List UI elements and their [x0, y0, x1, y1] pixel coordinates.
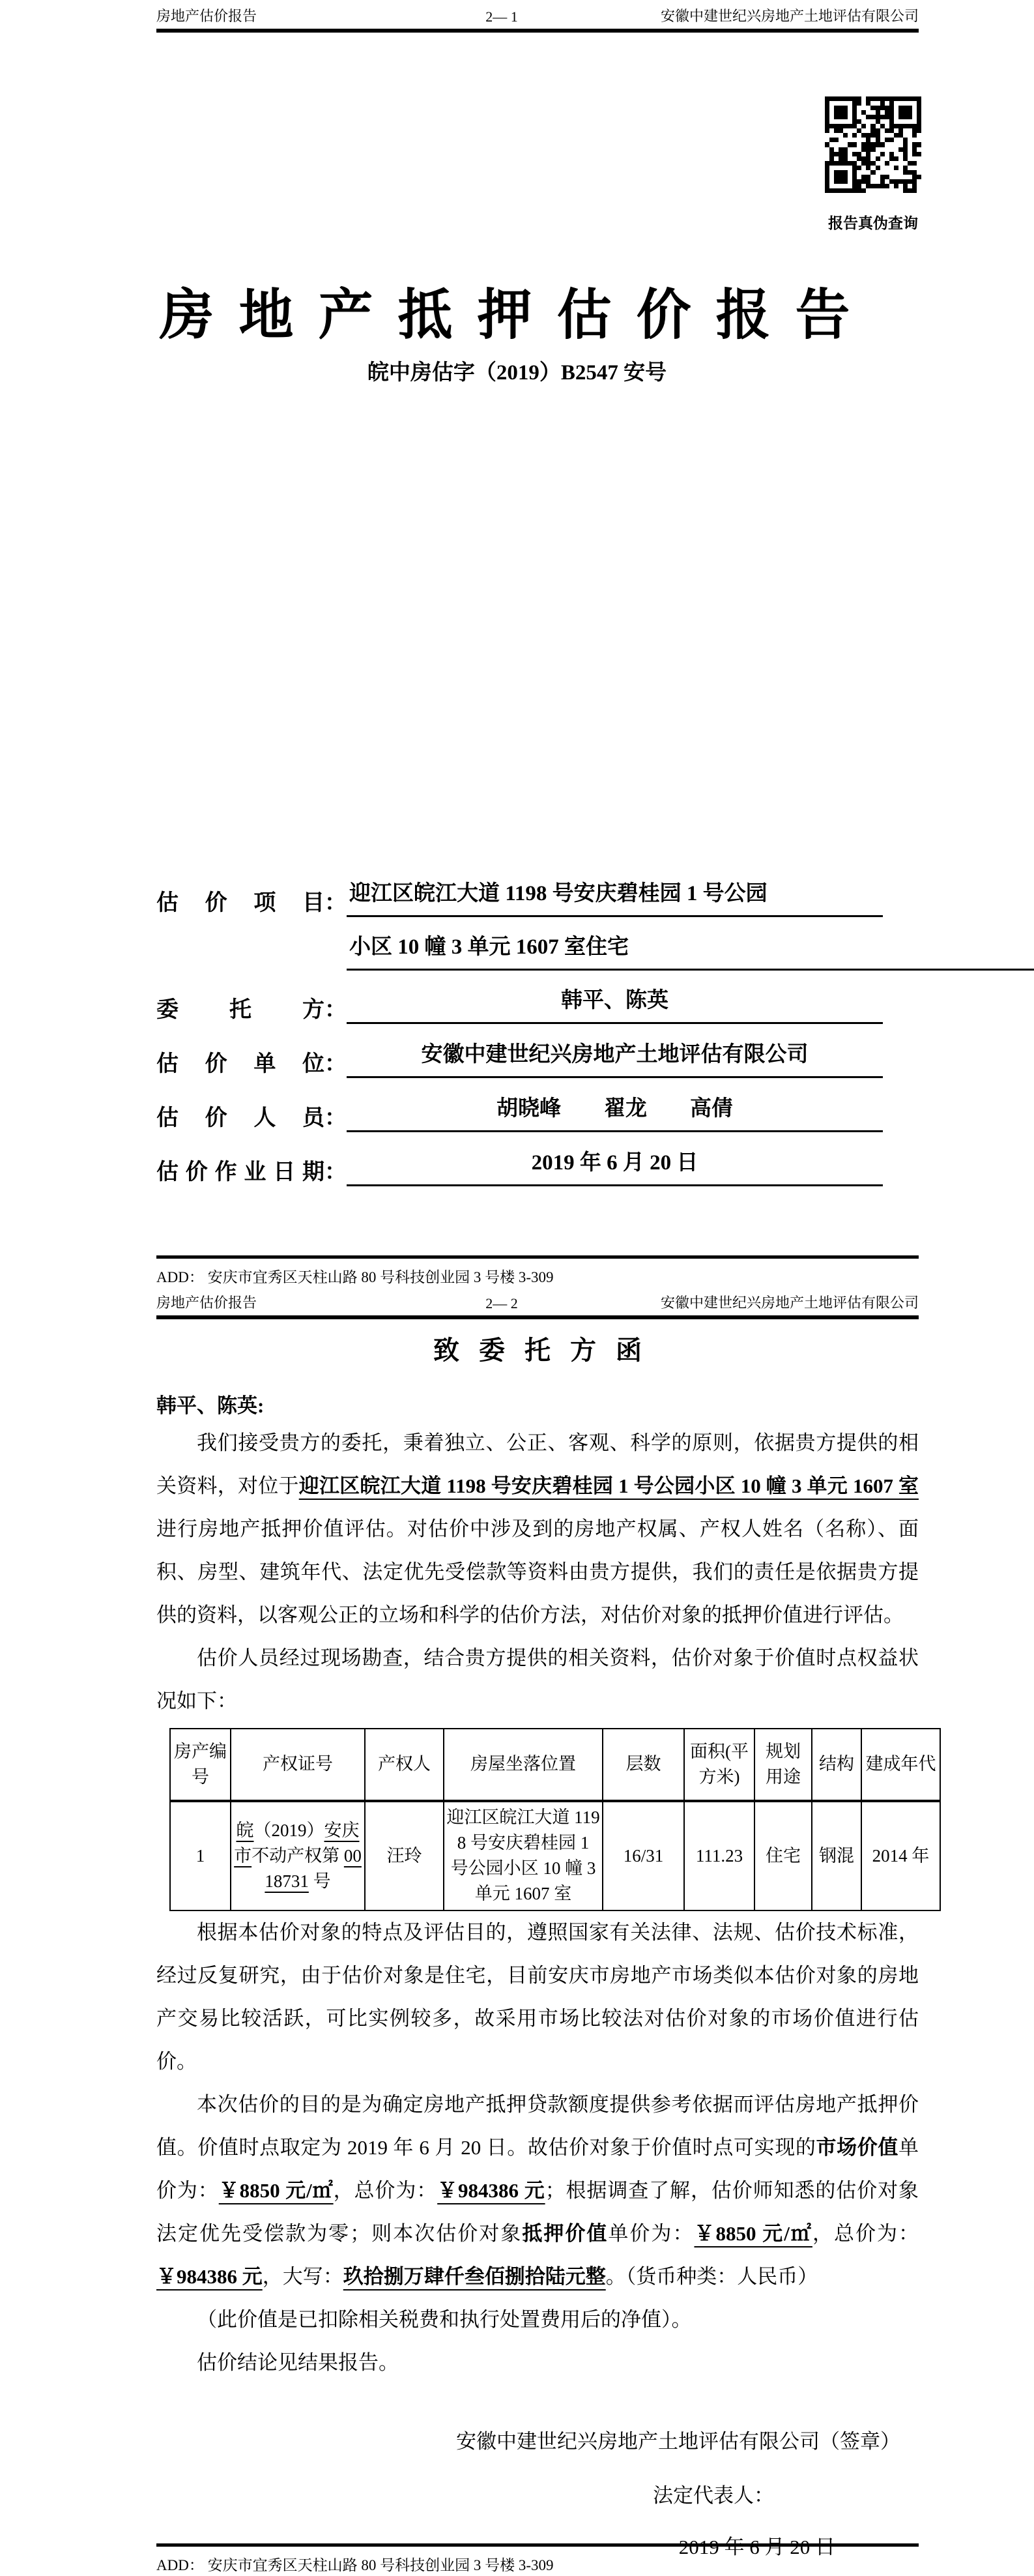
letter-page [0, 1288, 1034, 2576]
cell-floors: 16/31 [603, 1801, 684, 1910]
header-doc-type: 房地产估价报告 [156, 8, 257, 24]
cell-area: 111.23 [684, 1801, 754, 1910]
market-value-term: 市场价值 [816, 2135, 899, 2159]
qr-verification-block [825, 96, 921, 233]
qr-caption: 报告真伪查询 [828, 215, 918, 231]
table-header-row [170, 1729, 940, 1801]
field-colon: ： [324, 1106, 347, 1131]
mortgage-unit-price-value: ￥8850 元/㎡ [694, 2221, 812, 2245]
cell-location: 迎江区皖江大道 1198 号安庆碧桂园 1 号公园小区 10 幢 3 单元 1607 室 [444, 1801, 603, 1910]
col-planned-use: 规划用途 [754, 1729, 812, 1801]
amount-in-words: 玖拾捌万肆仟叁佰捌拾陆元整 [343, 2264, 606, 2288]
cell-property-no: 1 [170, 1801, 231, 1910]
header-company-name: 安徽中建世纪兴房地产土地评估有限公司 [660, 1295, 919, 1311]
para1-pre: 我们接受贵方的委托，秉着独立、公正、客观、科学的原则，依据贵方提供的相关资料，对位于 [156, 1431, 919, 1497]
cell-owner: 汪玲 [365, 1801, 444, 1910]
field-label: 估价人员 [156, 1106, 324, 1131]
paragraph-inspection: 估价人员经过现场勘查，结合贵方提供的相关资料，估价对象于价值时点权益状况如下： [156, 1647, 919, 1712]
field-value: 小区 10 幢 3 单元 1607 室住宅 [347, 935, 1034, 971]
field-colon: ： [324, 1052, 347, 1077]
col-location: 房屋坐落位置 [444, 1729, 603, 1801]
table-row [170, 1801, 940, 1910]
signature-block [156, 2425, 919, 2560]
cell-planned-use: 住宅 [754, 1801, 812, 1910]
letter-title: 致委托方函 [433, 1336, 661, 1365]
page1-running-header [156, 5, 919, 33]
header-company-name: 安徽中建世纪兴房地产土地评估有限公司 [660, 8, 919, 24]
cell-structure: 钢混 [812, 1801, 861, 1910]
field-label: 估价作业日期 [156, 1160, 324, 1185]
col-owner: 产权人 [365, 1729, 444, 1801]
signature-company: 安徽中建世纪兴房地产土地评估有限公司（签章） [456, 2429, 900, 2453]
paragraph-method: 根据本估价对象的特点及评估目的，遵照国家有关法律、法规、估价技术标准，经过反复研究，由于估价对象是住宅，目前安庆市房地产市场类似本估价对象的房地产交易比较活跃，可比实例较多，故采用市场比较法对估价对象的市场价值进行估价。 [156, 1920, 919, 2073]
field-value: 韩平、陈英 [347, 988, 883, 1024]
total-price-value: ￥984386 元 [437, 2178, 545, 2202]
report-number: 皖中房估字（2019）B2547 安号 [367, 361, 667, 385]
col-property-no: 房产编号 [170, 1729, 231, 1801]
col-area: 面积(平方米) [684, 1729, 754, 1801]
letter-content [156, 1314, 936, 2560]
paragraph-engagement [156, 1422, 919, 1637]
field-value: 迎江区皖江大道 1198 号安庆碧桂园 1 号公园 [347, 881, 883, 917]
report-title: 房地产抵押估价报告 [159, 285, 875, 347]
mortgage-total-price-value: ￥984386 元 [156, 2264, 263, 2288]
field-label: 估价项目 [156, 891, 324, 916]
field-project [156, 881, 919, 917]
para1-post: 进行房地产抵押价值评估。对估价中涉及到的房地产权属、产权人姓名（名称）、面积、房型、建筑年代、法定优先受偿款等资料由贵方提供，我们的责任是依据贵方提供的资料，以客观公正的立场和科学的估价方法，对估价对象的抵押价值进行评估。 [156, 1517, 919, 1626]
field-label: 估价单位 [156, 1052, 324, 1077]
qr-code [825, 96, 921, 193]
para1-property-address: 迎江区皖江大道 1198 号安庆碧桂园 1 号公园小区 10 幢 3 单元 1607 室 [298, 1474, 919, 1497]
signature-legal-rep: 法定代表人： [653, 2483, 774, 2507]
field-colon: ： [324, 998, 347, 1023]
col-cert-no: 产权证号 [231, 1729, 365, 1801]
paragraph-net-value-note: （此价值是已扣除相关税费和执行处置费用后的净值）。 [197, 2307, 692, 2331]
header-doc-type: 房地产估价报告 [156, 1295, 257, 1311]
cell-year-built: 2014 年 [861, 1801, 940, 1910]
footer-address: ADD： 安庆市宜秀区天柱山路 80 号科技创业园 3 号楼 3-309 [156, 1269, 554, 1285]
paragraph-valuation-result: 本次估价的目的是为确定房地产抵押贷款额度提供参考依据而评估房地产抵押价值。价值时点取定为 2019 年 6 月 20 日。故估价对象于价值时点可实现的市场价值单价为：￥8850 元/㎡，总价为：￥984386 元；根据调查了解，估价师知悉的估价对象法定优先受偿款为零；则本次估价对象抵押价值单价为：￥8850 元/㎡，总价为：￥984386 元，大写：玖拾捌万肆仟叁佰捌拾陆元整。（货币种类：人民币） [156, 2092, 919, 2288]
col-year-built: 建成年代 [861, 1729, 940, 1801]
field-project-line2 [156, 935, 1034, 971]
signature-date: 2019 年 6 月 20 日 [678, 2535, 835, 2558]
field-appraisal-firm [156, 1042, 919, 1078]
field-client [156, 988, 919, 1024]
cell-cert-no: 皖（2019）安庆市不动产权第 0018731 号 [231, 1801, 365, 1910]
field-value: 安徽中建世纪兴房地产土地评估有限公司 [347, 1042, 883, 1078]
property-table [169, 1728, 941, 1911]
field-colon: ： [324, 891, 347, 916]
paragraph-see-report: 估价结论见结果报告。 [197, 2350, 399, 2374]
header-page-number: 2— 2 [485, 1295, 518, 1311]
footer-address: ADD： 安庆市宜秀区天柱山路 80 号科技创业园 3 号楼 3-309 [156, 2557, 554, 2573]
page1-running-footer [156, 1255, 919, 1287]
salutation: 韩平、陈英: [156, 1394, 265, 1417]
field-value: 胡晓峰 翟龙 高倩 [347, 1096, 883, 1132]
header-page-number: 2— 1 [485, 8, 518, 25]
field-value: 2019 年 6 月 20 日 [347, 1150, 883, 1186]
unit-price-value: ￥8850 元/㎡ [218, 2178, 334, 2202]
field-appraisers [156, 1096, 919, 1132]
page2-running-footer [156, 2543, 919, 2575]
col-floors: 层数 [603, 1729, 684, 1801]
col-structure: 结构 [812, 1729, 861, 1801]
field-label: 委托方 [156, 998, 324, 1023]
mortgage-value-term: 抵押价值 [522, 2221, 609, 2245]
field-appraisal-date [156, 1150, 919, 1186]
field-colon: ： [324, 1160, 347, 1185]
